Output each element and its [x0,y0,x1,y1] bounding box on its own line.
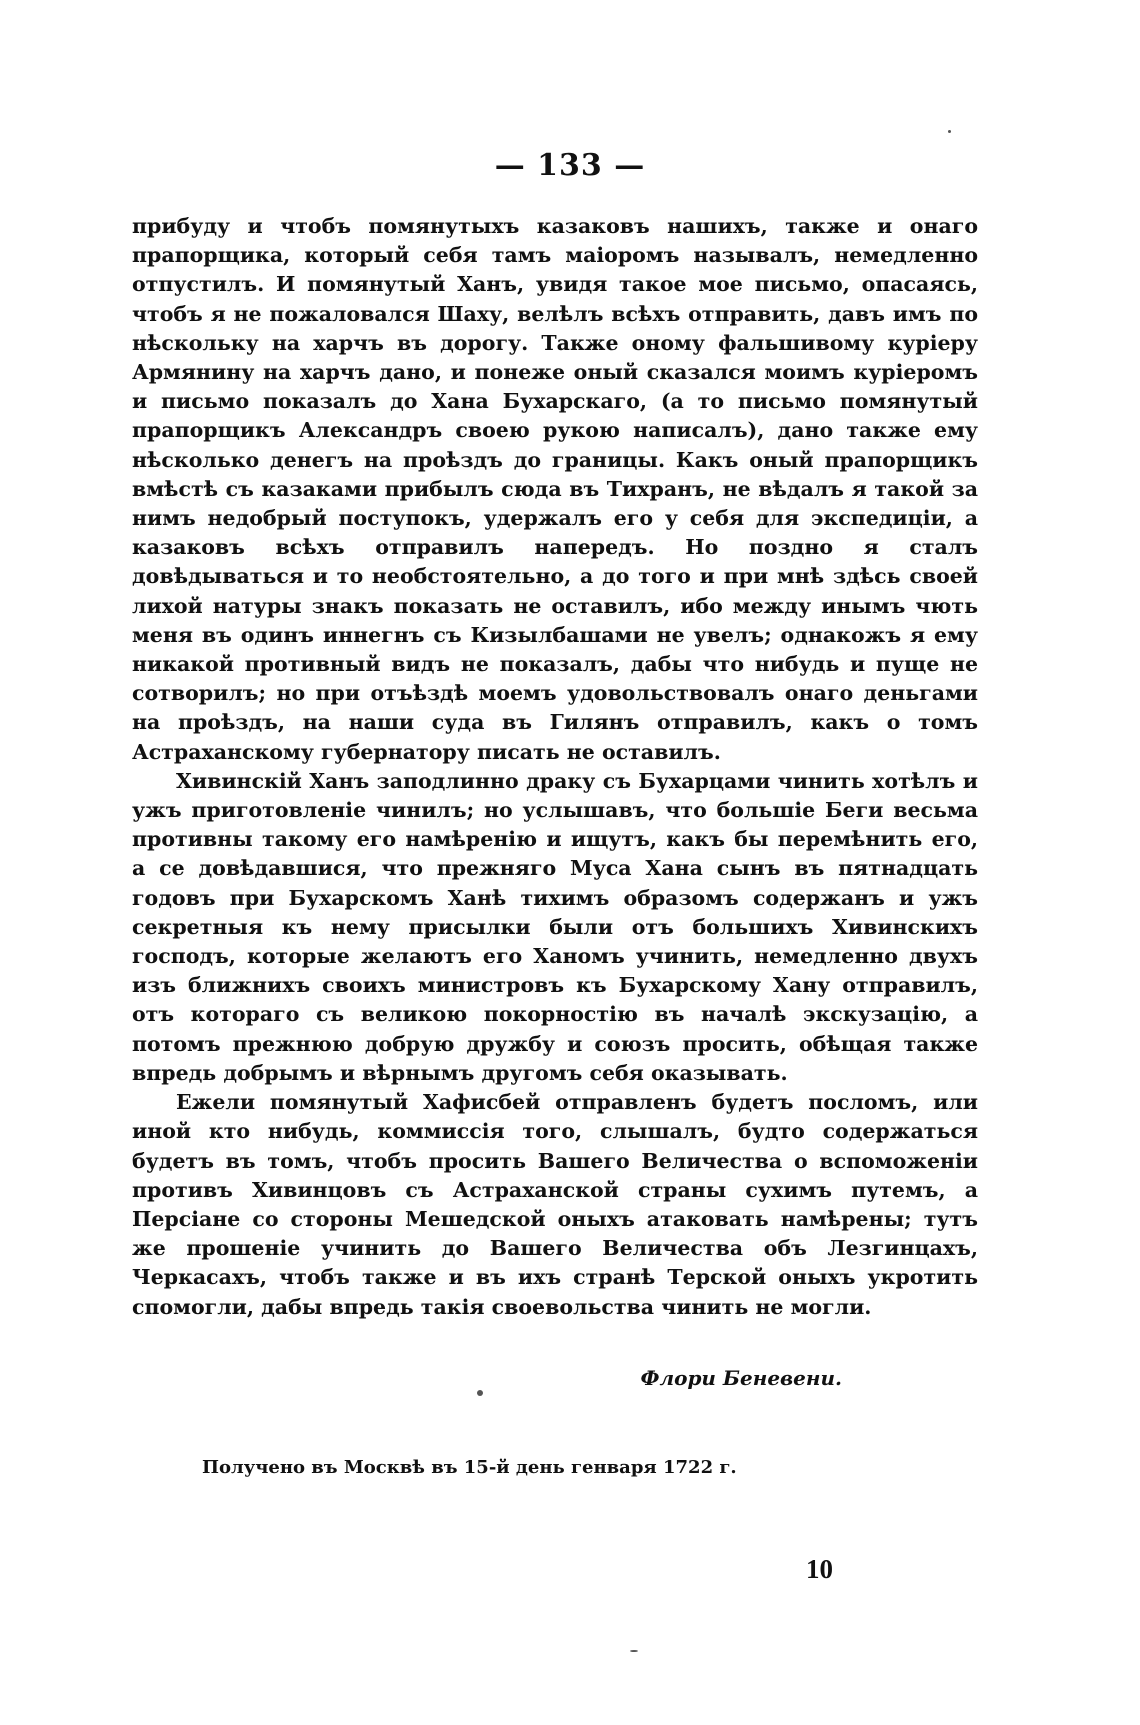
paragraph-2: Хивинскій Ханъ заподлинно драку съ Бухарцами чинить хотѣлъ и ужъ приготовленіе чинилъ; но услышавъ, что большіе Беги весьма противны такому его намѣренію и ищутъ, какъ бы перемѣнить его, а се довѣдавшися, что прежняго Муса Хана сынъ въ пятнадцать годовъ при Бухарскомъ Ханѣ тихимъ образомъ содержанъ и ужъ секретныя къ нему присылки были отъ большихъ Хивинскихъ господъ, которые желаютъ его Ханомъ учинить, немедленно двухъ изъ ближнихъ своихъ министровъ къ Бухарскому Хану отправилъ, отъ котораго съ великою покорностію въ началѣ экскузацію, а потомъ прежнюю добрую дружбу и союзъ просить, обѣщая также впредь добрымъ и вѣрнымъ другомъ себя оказывать. [132,768,978,1085]
paragraph-3: Ежели помянутый Хафисбей отправленъ будетъ посломъ, или иной кто нибудь, коммиссія того, слышалъ, будто содержаться будетъ въ томъ, чтобъ просить Вашего Величества о вспоможеніи противъ Хивинцовъ съ Астраханской страны сухимъ путемъ, а Персіане со стороны Мешедской оныхъ атаковать намѣрены; тутъ же прошеніе учинить до Вашего Величества объ Лезгинцахъ, Черкасахъ, чтобъ также и въ ихъ странѣ Терской оныхъ укротить спомогли, дабы впредь такія своевольства чинить не могли. [132,1090,978,1319]
body-text [132,212,978,1322]
received-note: Получено въ Москвѣ въ 15-й день генваря 1722 г. [202,1457,737,1478]
print-speck [630,1650,638,1652]
print-speck [477,1390,483,1396]
author-signature: Флори Беневени. [640,1366,842,1390]
page-number: — 133 — [494,148,646,183]
sheet-signature-number: 10 [806,1554,833,1584]
print-speck [948,130,951,133]
paragraph-1: прибуду и чтобъ помянутыхъ казаковъ нашихъ, также и онаго прапорщика, который себя тамъ маіоромъ называлъ, немедленно отпустилъ. И помянутый Ханъ, увидя такое мое письмо, опасаясь, чтобъ я не пожаловался Шаху, велѣлъ всѣхъ отправить, давъ имъ по нѣскольку на харчъ въ дорогу. Также оному фальшивому куріеру Армянину на харчъ дано, и понеже оный сказался моимъ куріеромъ и письмо показалъ до Хана Бухарскаго, (а то письмо помянутый прапорщикъ Александръ своею рукою написалъ), дано также ему нѣсколько денегъ на проѣздъ до границы. Какъ оный прапорщикъ вмѣстѣ съ казаками прибылъ сюда въ Тихранъ, не вѣдалъ я такой за нимъ недобрый поступокъ, удержалъ его у себя для экспедиціи, а казаковъ всѣхъ отправилъ напередъ. Но поздно я сталъ довѣдываться и то необстоятельно, а до того и при мнѣ здѣсь своей лихой натуры знакъ показать не оставилъ, ибо между инымъ чють меня въ одинъ иннегнъ съ Кизылбашами не увелъ; однакожъ я ему никакой противный видъ не показалъ, дабы что нибудь и пуще не сотворилъ; но при отъѣздѣ моемъ удовольствовалъ онаго деньгами на проѣздъ, на наши суда въ Гилянъ отправилъ, какъ о томъ Астраханскому губернатору писать не оставилъ. [132,214,978,764]
